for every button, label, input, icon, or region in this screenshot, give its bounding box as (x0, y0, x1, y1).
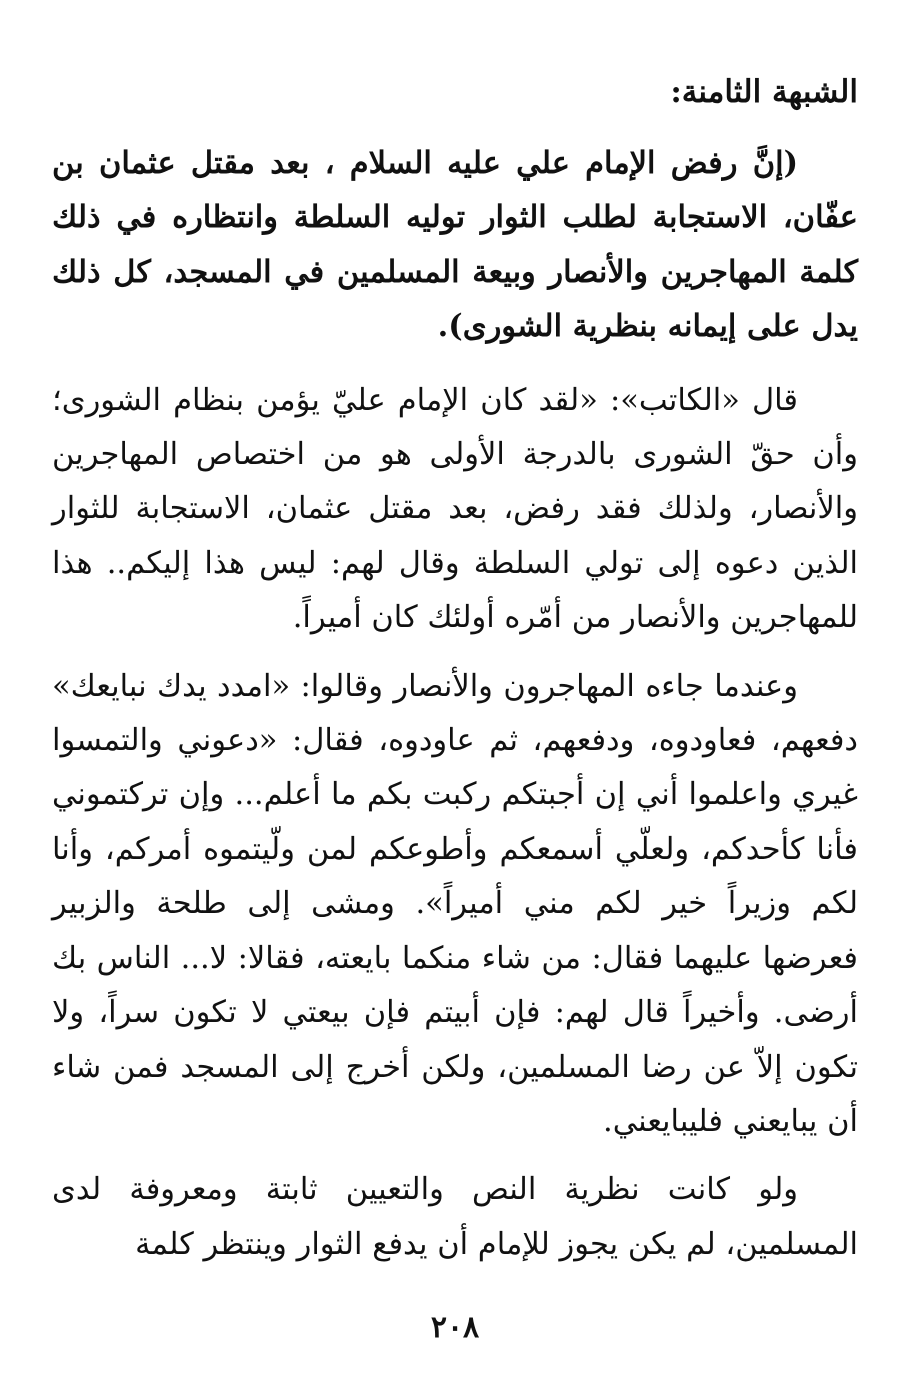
quoted-claim-paragraph: (إنَّ رفض الإمام علي عليه السلام ، بعد مقتل عثمان بن عفّان، الاستجابة لطلب الثوار توليه السلطة وانتظاره في ذلك كلمة المهاجرين والأنصار وبيعة المسلمين في المسجد، كل ذلك يدل على إيمانه بنظرية الشورى). (52, 145, 858, 345)
author-quote-paragraph: قال «الكاتب»: «لقد كان الإمام عليّ يؤمن بنظام الشورى؛ وأن حقّ الشورى بالدرجة الأولى هو من اختصاص المهاجرين والأنصار، ولذلك فقد رفض، بعد مقتل عثمان، الاستجابة للثوار الذين دعوه إلى تولي السلطة وقال لهم: ليس هذا إليكم.. هذا للمهاجرين والأنصار من أمّره أولئك كان أميراً. (52, 382, 858, 636)
section-heading: الشبهة الثامنة: (670, 74, 858, 110)
page-number: ٢٠٨ (430, 1310, 480, 1345)
page-body (52, 70, 858, 1286)
narrative-paragraph: وعندما جاءه المهاجرون والأنصار وقالوا: «امدد يدك نبايعك» دفعهم، فعاودوه، ودفعهم، ثم عاودوه، فقال: «دعوني والتمسوا غيري واعلموا أني إن أجبتكم ركبت بكم ما أعلم... وإن تركتموني فأنا كأحدكم، ولعلّي أسمعكم وأطوعكم لمن ولّيتموه أمركم، وأنا لكم وزيراً خير لكم مني أميراً». ومشى إلى طلحة والزبير فعرضها عليهما فقال: من شاء منكما بايعته، فقالا: لا... الناس بك أرضى. وأخيراً قال لهم: فإن أبيتم فإن بيعتي لا تكون سراً، ولا تكون إلاّ عن رضا المسلمين، ولكن أخرج إلى المسجد فمن شاء أن يبايعني فليبايعني. (52, 668, 858, 1139)
rebuttal-paragraph: ولو كانت نظرية النص والتعيين ثابتة ومعروفة لدى المسلمين، لم يكن يجوز للإمام أن يدفع الثوار وينتظر كلمة (52, 1172, 858, 1262)
